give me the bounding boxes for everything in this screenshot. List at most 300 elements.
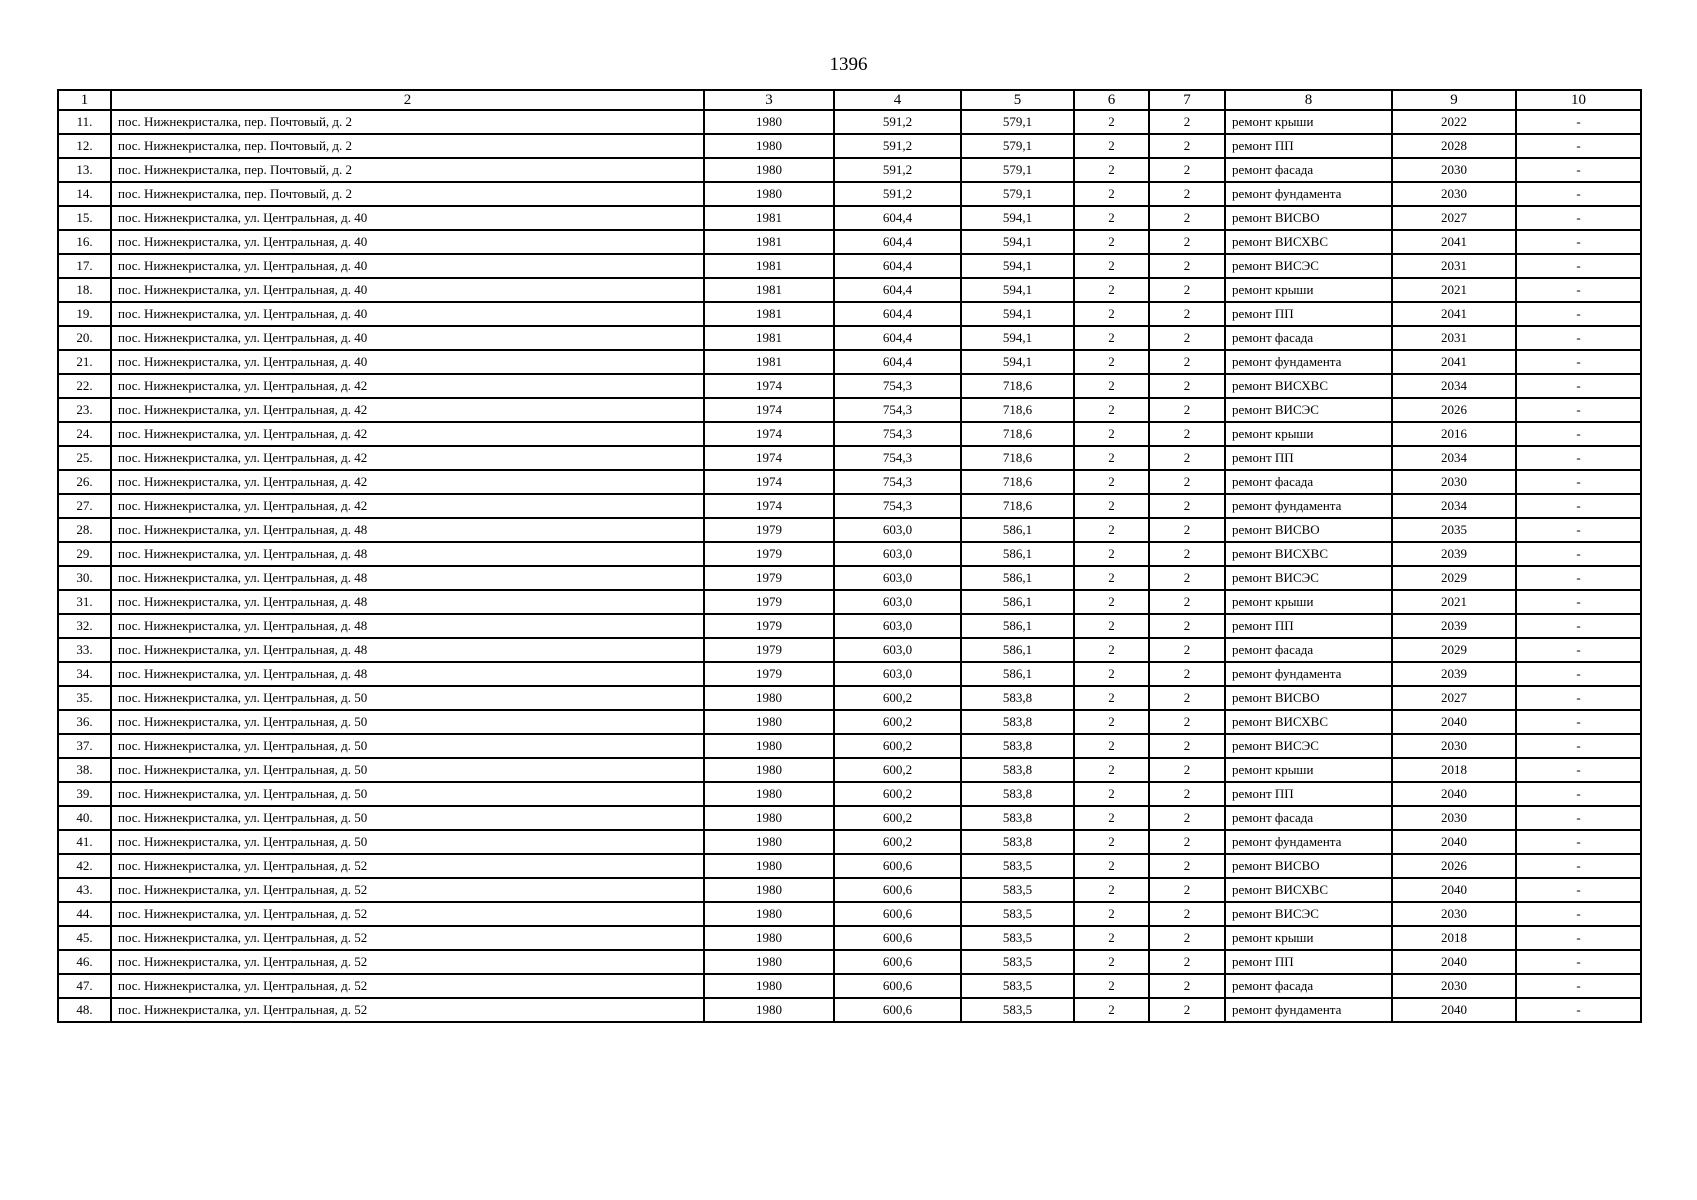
build-year-cell: 1981 <box>704 230 834 254</box>
col-10-cell: - <box>1516 758 1641 782</box>
living-area-cell: 579,1 <box>961 182 1074 206</box>
work-type-cell: ремонт фасада <box>1225 806 1392 830</box>
total-area-cell: 600,2 <box>834 830 961 854</box>
work-type-cell: ремонт ВИСВО <box>1225 854 1392 878</box>
repair-year-cell: 2039 <box>1392 662 1516 686</box>
total-area-cell: 591,2 <box>834 182 961 206</box>
row-number-cell: 23. <box>58 398 111 422</box>
col-7-cell: 2 <box>1149 446 1225 470</box>
work-type-cell: ремонт фундамента <box>1225 182 1392 206</box>
work-type-cell: ремонт крыши <box>1225 926 1392 950</box>
col-10-cell: - <box>1516 542 1641 566</box>
work-type-cell: ремонт ВИСХВС <box>1225 374 1392 398</box>
col-7-cell: 2 <box>1149 302 1225 326</box>
total-area-cell: 600,6 <box>834 974 961 998</box>
build-year-cell: 1980 <box>704 134 834 158</box>
total-area-cell: 603,0 <box>834 662 961 686</box>
col-10-cell: - <box>1516 446 1641 470</box>
build-year-cell: 1980 <box>704 758 834 782</box>
col-10-cell: - <box>1516 254 1641 278</box>
total-area-cell: 603,0 <box>834 542 961 566</box>
row-number-cell: 12. <box>58 134 111 158</box>
total-area-cell: 603,0 <box>834 614 961 638</box>
row-number-cell: 35. <box>58 686 111 710</box>
col-6-cell: 2 <box>1074 278 1149 302</box>
work-type-cell: ремонт ВИСХВС <box>1225 710 1392 734</box>
work-type-cell: ремонт ПП <box>1225 614 1392 638</box>
row-number-cell: 39. <box>58 782 111 806</box>
living-area-cell: 583,8 <box>961 686 1074 710</box>
total-area-cell: 591,2 <box>834 110 961 134</box>
build-year-cell: 1974 <box>704 446 834 470</box>
column-header: 6 <box>1074 90 1149 110</box>
col-7-cell: 2 <box>1149 398 1225 422</box>
total-area-cell: 604,4 <box>834 326 961 350</box>
total-area-cell: 754,3 <box>834 446 961 470</box>
living-area-cell: 583,8 <box>961 758 1074 782</box>
col-10-cell: - <box>1516 998 1641 1022</box>
build-year-cell: 1979 <box>704 542 834 566</box>
col-7-cell: 2 <box>1149 758 1225 782</box>
col-7-cell: 2 <box>1149 134 1225 158</box>
total-area-cell: 604,4 <box>834 350 961 374</box>
work-type-cell: ремонт ВИСХВС <box>1225 542 1392 566</box>
living-area-cell: 586,1 <box>961 518 1074 542</box>
col-10-cell: - <box>1516 230 1641 254</box>
living-area-cell: 594,1 <box>961 350 1074 374</box>
col-10-cell: - <box>1516 206 1641 230</box>
row-number-cell: 30. <box>58 566 111 590</box>
work-type-cell: ремонт ПП <box>1225 134 1392 158</box>
col-6-cell: 2 <box>1074 566 1149 590</box>
build-year-cell: 1981 <box>704 350 834 374</box>
row-number-cell: 21. <box>58 350 111 374</box>
column-header: 4 <box>834 90 961 110</box>
work-type-cell: ремонт ВИСВО <box>1225 518 1392 542</box>
col-10-cell: - <box>1516 182 1641 206</box>
col-10-cell: - <box>1516 854 1641 878</box>
row-number-cell: 26. <box>58 470 111 494</box>
address-cell: пос. Нижнекристалка, ул. Центральная, д. 50 <box>111 806 704 830</box>
table-row <box>58 878 1641 902</box>
living-area-cell: 579,1 <box>961 110 1074 134</box>
table-row <box>58 206 1641 230</box>
col-10-cell: - <box>1516 374 1641 398</box>
build-year-cell: 1979 <box>704 614 834 638</box>
col-10-cell: - <box>1516 302 1641 326</box>
total-area-cell: 591,2 <box>834 134 961 158</box>
address-cell: пос. Нижнекристалка, ул. Центральная, д. 42 <box>111 446 704 470</box>
build-year-cell: 1980 <box>704 182 834 206</box>
col-7-cell: 2 <box>1149 158 1225 182</box>
repair-year-cell: 2040 <box>1392 950 1516 974</box>
column-header: 1 <box>58 90 111 110</box>
col-10-cell: - <box>1516 830 1641 854</box>
address-cell: пос. Нижнекристалка, пер. Почтовый, д. 2 <box>111 182 704 206</box>
address-cell: пос. Нижнекристалка, ул. Центральная, д. 50 <box>111 782 704 806</box>
col-10-cell: - <box>1516 782 1641 806</box>
table-row <box>58 902 1641 926</box>
living-area-cell: 586,1 <box>961 614 1074 638</box>
col-10-cell: - <box>1516 134 1641 158</box>
col-7-cell: 2 <box>1149 182 1225 206</box>
work-type-cell: ремонт крыши <box>1225 110 1392 134</box>
col-10-cell: - <box>1516 806 1641 830</box>
table-row <box>58 686 1641 710</box>
address-cell: пос. Нижнекристалка, ул. Центральная, д. 50 <box>111 830 704 854</box>
work-type-cell: ремонт ПП <box>1225 782 1392 806</box>
work-type-cell: ремонт фасада <box>1225 326 1392 350</box>
build-year-cell: 1980 <box>704 998 834 1022</box>
col-10-cell: - <box>1516 398 1641 422</box>
table-row <box>58 662 1641 686</box>
col-7-cell: 2 <box>1149 710 1225 734</box>
col-6-cell: 2 <box>1074 422 1149 446</box>
col-6-cell: 2 <box>1074 254 1149 278</box>
col-10-cell: - <box>1516 734 1641 758</box>
living-area-cell: 594,1 <box>961 206 1074 230</box>
address-cell: пос. Нижнекристалка, ул. Центральная, д. 52 <box>111 974 704 998</box>
address-cell: пос. Нижнекристалка, ул. Центральная, д. 50 <box>111 758 704 782</box>
table-row <box>58 302 1641 326</box>
col-6-cell: 2 <box>1074 830 1149 854</box>
col-7-cell: 2 <box>1149 806 1225 830</box>
table-row <box>58 398 1641 422</box>
col-7-cell: 2 <box>1149 614 1225 638</box>
row-number-cell: 11. <box>58 110 111 134</box>
address-cell: пос. Нижнекристалка, ул. Центральная, д. 42 <box>111 398 704 422</box>
col-7-cell: 2 <box>1149 902 1225 926</box>
col-7-cell: 2 <box>1149 278 1225 302</box>
build-year-cell: 1974 <box>704 422 834 446</box>
address-cell: пос. Нижнекристалка, ул. Центральная, д. 52 <box>111 854 704 878</box>
repair-year-cell: 2041 <box>1392 302 1516 326</box>
col-7-cell: 2 <box>1149 782 1225 806</box>
address-cell: пос. Нижнекристалка, ул. Центральная, д. 40 <box>111 278 704 302</box>
row-number-cell: 27. <box>58 494 111 518</box>
col-7-cell: 2 <box>1149 518 1225 542</box>
work-type-cell: ремонт фундамента <box>1225 494 1392 518</box>
work-type-cell: ремонт ВИСЭС <box>1225 902 1392 926</box>
repair-year-cell: 2029 <box>1392 566 1516 590</box>
col-10-cell: - <box>1516 494 1641 518</box>
repair-year-cell: 2030 <box>1392 470 1516 494</box>
repair-year-cell: 2027 <box>1392 206 1516 230</box>
repair-year-cell: 2034 <box>1392 446 1516 470</box>
table-row <box>58 470 1641 494</box>
repair-year-cell: 2026 <box>1392 398 1516 422</box>
col-7-cell: 2 <box>1149 422 1225 446</box>
row-number-cell: 48. <box>58 998 111 1022</box>
total-area-cell: 604,4 <box>834 230 961 254</box>
col-7-cell: 2 <box>1149 950 1225 974</box>
column-header: 7 <box>1149 90 1225 110</box>
repair-year-cell: 2040 <box>1392 710 1516 734</box>
row-number-cell: 22. <box>58 374 111 398</box>
row-number-cell: 46. <box>58 950 111 974</box>
build-year-cell: 1980 <box>704 734 834 758</box>
row-number-cell: 31. <box>58 590 111 614</box>
col-7-cell: 2 <box>1149 206 1225 230</box>
col-6-cell: 2 <box>1074 782 1149 806</box>
build-year-cell: 1980 <box>704 902 834 926</box>
work-type-cell: ремонт ВИСЭС <box>1225 398 1392 422</box>
work-type-cell: ремонт крыши <box>1225 278 1392 302</box>
row-number-cell: 20. <box>58 326 111 350</box>
total-area-cell: 603,0 <box>834 518 961 542</box>
total-area-cell: 591,2 <box>834 158 961 182</box>
col-7-cell: 2 <box>1149 566 1225 590</box>
living-area-cell: 583,5 <box>961 974 1074 998</box>
address-cell: пос. Нижнекристалка, ул. Центральная, д. 48 <box>111 662 704 686</box>
col-10-cell: - <box>1516 278 1641 302</box>
living-area-cell: 579,1 <box>961 158 1074 182</box>
col-6-cell: 2 <box>1074 374 1149 398</box>
work-type-cell: ремонт ВИСЭС <box>1225 734 1392 758</box>
living-area-cell: 594,1 <box>961 254 1074 278</box>
build-year-cell: 1980 <box>704 110 834 134</box>
build-year-cell: 1980 <box>704 686 834 710</box>
total-area-cell: 754,3 <box>834 470 961 494</box>
address-cell: пос. Нижнекристалка, ул. Центральная, д. 42 <box>111 374 704 398</box>
row-number-cell: 37. <box>58 734 111 758</box>
living-area-cell: 579,1 <box>961 134 1074 158</box>
address-cell: пос. Нижнекристалка, ул. Центральная, д. 40 <box>111 206 704 230</box>
col-7-cell: 2 <box>1149 470 1225 494</box>
column-header: 2 <box>111 90 704 110</box>
address-cell: пос. Нижнекристалка, ул. Центральная, д. 50 <box>111 710 704 734</box>
build-year-cell: 1980 <box>704 782 834 806</box>
col-6-cell: 2 <box>1074 302 1149 326</box>
table-row <box>58 566 1641 590</box>
col-10-cell: - <box>1516 350 1641 374</box>
living-area-cell: 583,8 <box>961 806 1074 830</box>
row-number-cell: 44. <box>58 902 111 926</box>
col-10-cell: - <box>1516 614 1641 638</box>
col-10-cell: - <box>1516 902 1641 926</box>
col-7-cell: 2 <box>1149 854 1225 878</box>
build-year-cell: 1974 <box>704 470 834 494</box>
repair-year-cell: 2030 <box>1392 806 1516 830</box>
build-year-cell: 1980 <box>704 158 834 182</box>
col-6-cell: 2 <box>1074 758 1149 782</box>
living-area-cell: 583,5 <box>961 854 1074 878</box>
work-type-cell: ремонт ВИСЭС <box>1225 254 1392 278</box>
col-10-cell: - <box>1516 326 1641 350</box>
table-row <box>58 134 1641 158</box>
address-cell: пос. Нижнекристалка, ул. Центральная, д. 48 <box>111 590 704 614</box>
col-10-cell: - <box>1516 686 1641 710</box>
living-area-cell: 586,1 <box>961 542 1074 566</box>
address-cell: пос. Нижнекристалка, ул. Центральная, д. 48 <box>111 638 704 662</box>
page-number: 1396 <box>829 54 868 75</box>
col-6-cell: 2 <box>1074 734 1149 758</box>
col-6-cell: 2 <box>1074 158 1149 182</box>
living-area-cell: 583,5 <box>961 998 1074 1022</box>
build-year-cell: 1980 <box>704 878 834 902</box>
repair-year-cell: 2021 <box>1392 278 1516 302</box>
total-area-cell: 754,3 <box>834 374 961 398</box>
total-area-cell: 603,0 <box>834 638 961 662</box>
table-row <box>58 638 1641 662</box>
living-area-cell: 583,8 <box>961 782 1074 806</box>
row-number-cell: 24. <box>58 422 111 446</box>
repair-year-cell: 2040 <box>1392 878 1516 902</box>
work-type-cell: ремонт ВИСВО <box>1225 206 1392 230</box>
table-row <box>58 182 1641 206</box>
repair-year-cell: 2030 <box>1392 734 1516 758</box>
address-cell: пос. Нижнекристалка, ул. Центральная, д. 48 <box>111 614 704 638</box>
col-10-cell: - <box>1516 710 1641 734</box>
col-6-cell: 2 <box>1074 326 1149 350</box>
row-number-cell: 42. <box>58 854 111 878</box>
table-row <box>58 926 1641 950</box>
work-type-cell: ремонт ВИСЭС <box>1225 566 1392 590</box>
build-year-cell: 1979 <box>704 662 834 686</box>
repair-year-cell: 2041 <box>1392 350 1516 374</box>
table-row <box>58 854 1641 878</box>
col-7-cell: 2 <box>1149 878 1225 902</box>
build-year-cell: 1980 <box>704 854 834 878</box>
address-cell: пос. Нижнекристалка, ул. Центральная, д. 42 <box>111 422 704 446</box>
repair-year-cell: 2022 <box>1392 110 1516 134</box>
table-row <box>58 110 1641 134</box>
living-area-cell: 583,8 <box>961 710 1074 734</box>
column-header: 5 <box>961 90 1074 110</box>
row-number-cell: 29. <box>58 542 111 566</box>
repair-year-cell: 2030 <box>1392 158 1516 182</box>
total-area-cell: 600,6 <box>834 950 961 974</box>
col-6-cell: 2 <box>1074 902 1149 926</box>
table-row <box>58 542 1641 566</box>
total-area-cell: 604,4 <box>834 206 961 230</box>
table-row <box>58 998 1641 1022</box>
table-row <box>58 374 1641 398</box>
col-6-cell: 2 <box>1074 470 1149 494</box>
col-7-cell: 2 <box>1149 638 1225 662</box>
living-area-cell: 583,8 <box>961 830 1074 854</box>
col-6-cell: 2 <box>1074 974 1149 998</box>
table-row <box>58 974 1641 998</box>
build-year-cell: 1980 <box>704 950 834 974</box>
build-year-cell: 1980 <box>704 974 834 998</box>
living-area-cell: 583,5 <box>961 926 1074 950</box>
repair-year-cell: 2030 <box>1392 974 1516 998</box>
table-row <box>58 590 1641 614</box>
table-row <box>58 614 1641 638</box>
living-area-cell: 586,1 <box>961 638 1074 662</box>
address-cell: пос. Нижнекристалка, ул. Центральная, д. 52 <box>111 902 704 926</box>
col-7-cell: 2 <box>1149 734 1225 758</box>
row-number-cell: 28. <box>58 518 111 542</box>
repair-year-cell: 2030 <box>1392 902 1516 926</box>
row-number-cell: 47. <box>58 974 111 998</box>
table-row <box>58 446 1641 470</box>
build-year-cell: 1981 <box>704 326 834 350</box>
living-area-cell: 583,8 <box>961 734 1074 758</box>
table-row <box>58 830 1641 854</box>
col-10-cell: - <box>1516 974 1641 998</box>
row-number-cell: 34. <box>58 662 111 686</box>
col-10-cell: - <box>1516 878 1641 902</box>
total-area-cell: 600,6 <box>834 902 961 926</box>
total-area-cell: 604,4 <box>834 254 961 278</box>
work-type-cell: ремонт фасада <box>1225 470 1392 494</box>
col-10-cell: - <box>1516 110 1641 134</box>
address-cell: пос. Нижнекристалка, ул. Центральная, д. 52 <box>111 950 704 974</box>
living-area-cell: 594,1 <box>961 326 1074 350</box>
repair-year-cell: 2018 <box>1392 758 1516 782</box>
address-cell: пос. Нижнекристалка, ул. Центральная, д. 40 <box>111 302 704 326</box>
total-area-cell: 603,0 <box>834 590 961 614</box>
col-6-cell: 2 <box>1074 446 1149 470</box>
col-6-cell: 2 <box>1074 518 1149 542</box>
col-10-cell: - <box>1516 590 1641 614</box>
living-area-cell: 718,6 <box>961 470 1074 494</box>
row-number-cell: 36. <box>58 710 111 734</box>
col-6-cell: 2 <box>1074 542 1149 566</box>
address-cell: пос. Нижнекристалка, ул. Центральная, д. 40 <box>111 230 704 254</box>
build-year-cell: 1981 <box>704 254 834 278</box>
col-10-cell: - <box>1516 470 1641 494</box>
build-year-cell: 1981 <box>704 278 834 302</box>
col-6-cell: 2 <box>1074 350 1149 374</box>
row-number-cell: 14. <box>58 182 111 206</box>
col-6-cell: 2 <box>1074 662 1149 686</box>
table-row <box>58 230 1641 254</box>
col-6-cell: 2 <box>1074 182 1149 206</box>
build-year-cell: 1974 <box>704 398 834 422</box>
repair-year-cell: 2031 <box>1392 326 1516 350</box>
col-6-cell: 2 <box>1074 110 1149 134</box>
address-cell: пос. Нижнекристалка, ул. Центральная, д. 42 <box>111 470 704 494</box>
work-type-cell: ремонт ПП <box>1225 446 1392 470</box>
total-area-cell: 600,2 <box>834 686 961 710</box>
work-type-cell: ремонт ПП <box>1225 302 1392 326</box>
col-6-cell: 2 <box>1074 590 1149 614</box>
repair-year-cell: 2018 <box>1392 926 1516 950</box>
address-cell: пос. Нижнекристалка, пер. Почтовый, д. 2 <box>111 158 704 182</box>
work-type-cell: ремонт фасада <box>1225 974 1392 998</box>
row-number-cell: 38. <box>58 758 111 782</box>
total-area-cell: 604,4 <box>834 302 961 326</box>
living-area-cell: 718,6 <box>961 494 1074 518</box>
table-row <box>58 422 1641 446</box>
total-area-cell: 600,2 <box>834 710 961 734</box>
col-7-cell: 2 <box>1149 830 1225 854</box>
table-row <box>58 158 1641 182</box>
table-body <box>58 110 1641 1022</box>
col-6-cell: 2 <box>1074 230 1149 254</box>
row-number-cell: 43. <box>58 878 111 902</box>
total-area-cell: 600,2 <box>834 782 961 806</box>
total-area-cell: 600,6 <box>834 998 961 1022</box>
table-row <box>58 494 1641 518</box>
build-year-cell: 1974 <box>704 374 834 398</box>
work-type-cell: ремонт фасада <box>1225 158 1392 182</box>
total-area-cell: 754,3 <box>834 398 961 422</box>
repair-year-cell: 2039 <box>1392 542 1516 566</box>
total-area-cell: 600,2 <box>834 806 961 830</box>
address-cell: пос. Нижнекристалка, ул. Центральная, д. 48 <box>111 542 704 566</box>
repair-year-cell: 2034 <box>1392 374 1516 398</box>
repair-year-cell: 2040 <box>1392 830 1516 854</box>
row-number-cell: 15. <box>58 206 111 230</box>
col-7-cell: 2 <box>1149 542 1225 566</box>
build-year-cell: 1979 <box>704 518 834 542</box>
address-cell: пос. Нижнекристалка, ул. Центральная, д. 52 <box>111 926 704 950</box>
repair-year-cell: 2028 <box>1392 134 1516 158</box>
